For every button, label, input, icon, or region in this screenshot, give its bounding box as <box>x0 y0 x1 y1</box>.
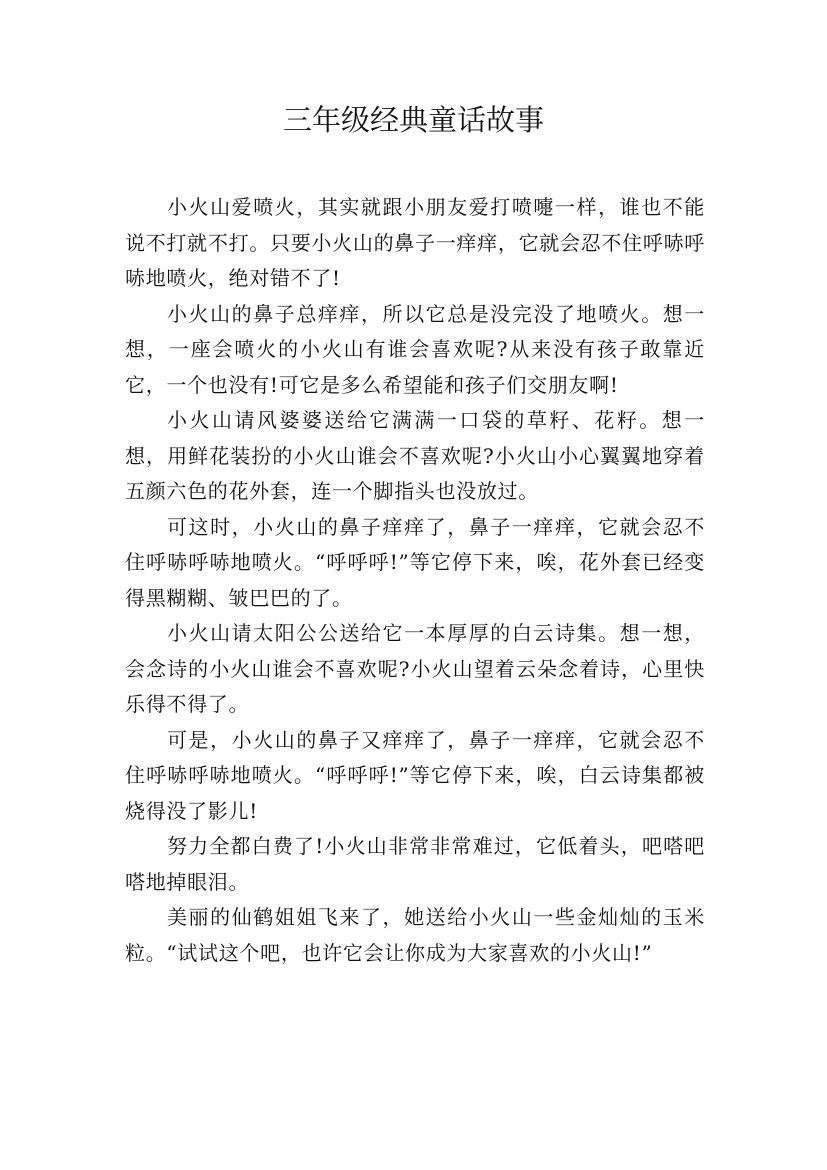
paragraph-4: 可这时，小火山的鼻子痒痒了，鼻子一痒痒，它就会忍不住呼哧呼哧地喷火。“呼呼呼!”等它停下来，唉，花外套已经变得黑糊糊、皱巴巴的了。 <box>125 514 705 610</box>
paragraph-1: 小火山爱喷火，其实就跟小朋友爱打喷嚏一样，谁也不能说不打就不打。只要小火山的鼻子一痒痒，它就会忍不住呼哧呼哧地喷火，绝对错不了! <box>125 195 705 290</box>
paragraph-5: 小火山请太阳公公送给它一本厚厚的白云诗集。想一想，会念诗的小火山谁会不喜欢呢?小火山望着云朵念着诗，心里快乐得不得了。 <box>125 621 705 716</box>
paragraph-8: 美丽的仙鹤姐姐飞来了，她送给小火山一些金灿灿的玉米粒。“试试这个吧，也许它会让你成为大家喜欢的小火山!” <box>125 905 705 965</box>
story-body <box>125 190 705 971</box>
paragraph-6: 可是，小火山的鼻子又痒痒了，鼻子一痒痒，它就会忍不住呼哧呼哧地喷火。“呼呼呼!”等它停下来，唉，白云诗集都被烧得没了影儿! <box>125 727 705 823</box>
page-title: 三年级经典童话故事 <box>282 103 544 137</box>
paragraph-7: 努力全都白费了!小火山非常非常难过，它低着头，吧嗒吧嗒地掉眼泪。 <box>125 834 705 894</box>
paragraph-2: 小火山的鼻子总痒痒，所以它总是没完没了地喷火。想一想，一座会喷火的小火山有谁会喜欢呢?从来没有孩子敢靠近它，一个也没有!可它是多么希望能和孩子们交朋友啊! <box>125 301 705 397</box>
paragraph-3: 小火山请风婆婆送给它满满一口袋的草籽、花籽。想一想，用鲜花装扮的小火山谁会不喜欢呢?小火山小心翼翼地穿着五颜六色的花外套，连一个脚指头也没放过。 <box>125 408 705 503</box>
